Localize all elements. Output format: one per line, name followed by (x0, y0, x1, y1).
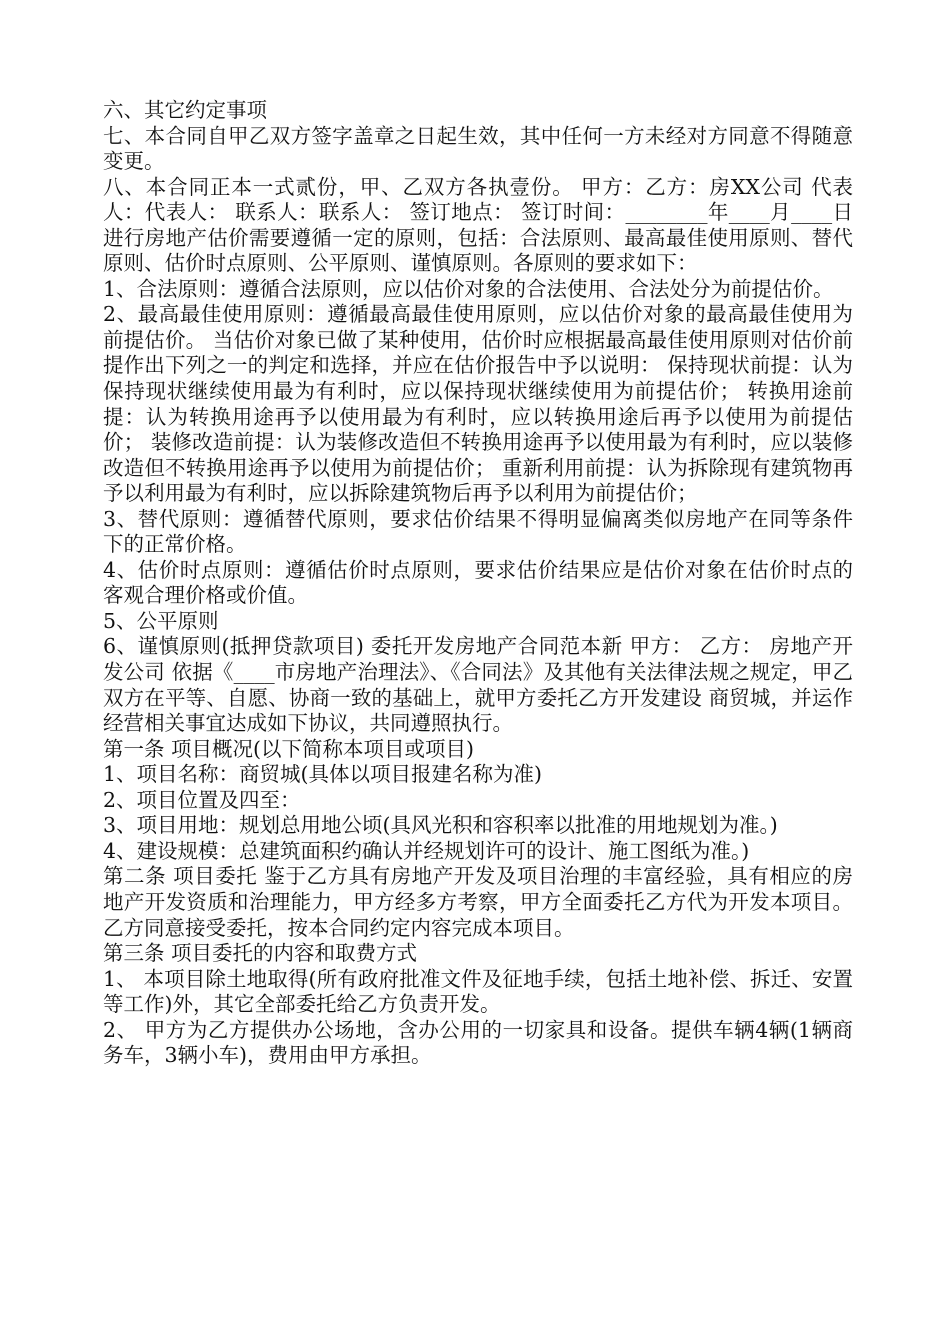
paragraph-legal-principle: 1、合法原则：遵循合法原则，应以估价对象的合法使用、合法处分为前提估价。 (103, 276, 834, 301)
paragraph-valuation-date-principle: 4、估价时点原则：遵循估价时点原则，要求估价结果应是估价对象在估价时点的客观合理价格或价值。 (103, 557, 853, 608)
paragraph-project-location: 2、项目位置及四至： (103, 787, 301, 812)
heading-article-3: 第三条 项目委托的内容和取费方式 (103, 941, 418, 966)
heading-article-1: 第一条 项目概况(以下简称本项目或项目) (103, 736, 475, 761)
paragraph-project-land: 3、项目用地：规划总用地公顷(具风光积和容积率以批准的用地规划为准。) (103, 813, 778, 838)
paragraph-prudence-principle: 6、谨慎原则(抵押贷款项目) 委托开发房地产合同范本新 甲方： 乙方： 房地产开发公司 依据《____市房地产治理法》、《合同法》及其他有关法律法规之规定，甲乙双方在平等、自愿、协商一致的基础上，就甲方委托乙方开发建设 商贸城，并运作经营相关事宜达成如下协议，共同遵照执行。 (103, 634, 853, 736)
paragraph-substitution-principle: 3、替代原则：遵循替代原则，要求估价结果不得明显偏离类似房地产在同等条件下的正常价格。 (103, 506, 853, 557)
paragraph-best-use-principle: 2、最高最佳使用原则：遵循最高最佳使用原则，应以估价对象的最高最佳使用为前提估价。 当估价对象已做了某种使用，估价时应根据最高最佳使用原则对估价前提作出下列之一的判定和选择，并应在估价报告中予以说明： 保持现状前提：认为保持现状继续使用最为有利时，应以保持现状继续使用为前提估价； 转换用途前提：认为转换用途再予以使用最为有利时，应以转换用途后再予以使用为前提估价； 装修改造前提：认为装修改造但不转换用途再予以使用最为有利时，应以装修改造但不转换用途再予以使用为前提估价； 重新利用前提：认为拆除现有建筑物再予以利用最为有利时，应以拆除建筑物后再予以利用为前提估价； (103, 302, 853, 506)
paragraph-fairness-principle: 5、公平原则 (103, 608, 219, 633)
document-body (103, 98, 853, 1069)
paragraph-article-2: 第二条 项目委托 鉴于乙方具有房地产开发及项目治理的丰富经验，具有相应的房地产开发资质和治理能力，甲方经多方考察，甲方全面委托乙方代为开发本项目。乙方同意接受委托，按本合同约定内容完成本项目。 (103, 864, 853, 940)
paragraph-project-name: 1、项目名称：商贸城(具体以项目报建名称为准) (103, 762, 543, 787)
paragraph-construction-scale: 4、建设规模：总建筑面积约确认并经规划许可的设计、施工图纸为准。) (103, 838, 750, 863)
paragraph-section-8: 八、本合同正本一式贰份，甲、乙双方各执壹份。 甲方：乙方：房XX公司 代表人：代表人： 联系人：联系人： 签订地点： 签订时间：________年____月____日 进行房地产估价需要遵循一定的原则，包括：合法原则、最高最佳使用原则、替代原则、估价时点原则、公平原则、谨慎原则。各原则的要求如下： (103, 174, 853, 276)
paragraph-section-7: 七、本合同自甲乙双方签字盖章之日起生效，其中任何一方未经对方同意不得随意变更。 (103, 123, 853, 174)
paragraph-office-and-vehicles: 2、 甲方为乙方提供办公场地，含办公用的一切家具和设备。提供车辆4辆(1辆商务车，3辆小车)，费用由甲方承担。 (103, 1017, 853, 1068)
paragraph-delegation-scope: 1、 本项目除土地取得(所有政府批准文件及征地手续，包括土地补偿、拆迁、安置等工作)外，其它全部委托给乙方负责开发。 (103, 966, 853, 1017)
paragraph-section-6: 六、其它约定事项 (103, 98, 267, 122)
